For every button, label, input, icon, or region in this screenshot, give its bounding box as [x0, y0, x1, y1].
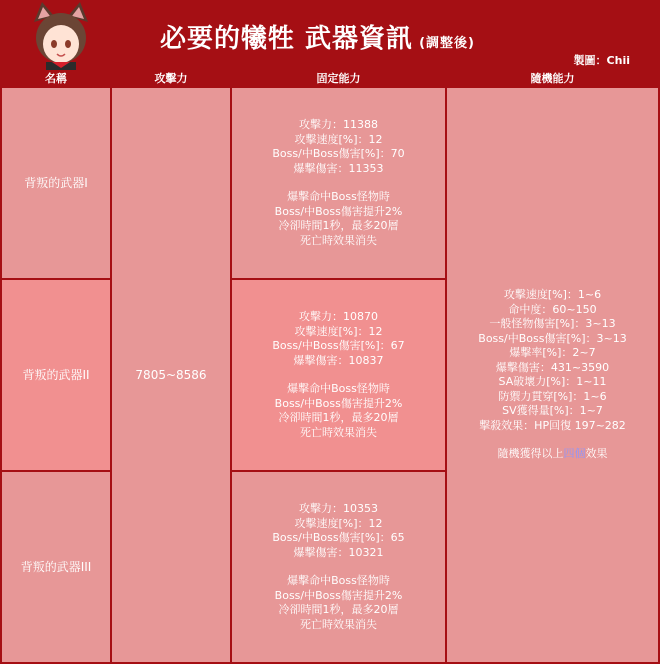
stat-line: 爆擊傷害：11353: [293, 161, 384, 175]
random-ability-cell: [447, 88, 658, 662]
random-note: [478, 447, 626, 462]
random-ability-line: 攻擊速度[%]：1~6: [503, 288, 602, 302]
random-ability-line: 一般怪物傷害[%]：3~13: [489, 317, 616, 331]
effect-line: 死亡時效果消失: [300, 233, 377, 247]
stat-line: 攻擊力：10353: [299, 502, 378, 515]
weapon-name-cell-1: [2, 88, 110, 278]
column-header-attack: 攻擊力: [154, 72, 188, 85]
random-ability-line: 命中度：60~150: [508, 302, 597, 316]
avatar: [28, 2, 94, 70]
effect-line: Boss/中Boss傷害提升2%: [274, 396, 403, 410]
fixed-ability-cell-1: [232, 88, 445, 278]
page-title: [160, 18, 475, 55]
random-ability-line: 防禦力貫穿[%]：1~6: [498, 389, 607, 403]
credit-text: 製圖：Chii: [573, 54, 630, 67]
header: [0, 0, 660, 70]
effect-line: 死亡時效果消失: [300, 617, 377, 631]
weapon-name: 背叛的武器II: [22, 367, 90, 382]
random-ability-line: 爆擊傷害：431~3590: [495, 360, 610, 374]
random-ability-line: 爆擊率[%]：2~7: [509, 346, 596, 360]
column-header-name: 名稱: [45, 72, 67, 85]
stat-line: 攻擊力：11388: [299, 118, 378, 131]
effect-line: 死亡時效果消失: [300, 425, 377, 439]
stat-line: 攻擊力：10870: [299, 310, 378, 323]
stat-line: 爆擊傷害：10321: [293, 545, 384, 559]
random-ability-line: SV獲得量[%]：1~7: [502, 404, 603, 418]
stat-line: 攻擊速度[%]：12: [294, 132, 383, 146]
effect-line: 爆擊命中Boss怪物時: [287, 382, 390, 395]
attack-range-cell: [112, 88, 230, 662]
effect-line: 冷卻時間1秒，最多20層: [278, 411, 399, 424]
weapon-name-cell-2: [2, 280, 110, 470]
random-note-after: 效果: [585, 447, 608, 461]
weapon-name: 背叛的武器I: [24, 175, 88, 190]
random-ability-line: 擊殺效果：HP回復 197~282: [479, 418, 626, 432]
effect-line: 冷卻時間1秒，最多20層: [278, 219, 399, 232]
column-header-fixed: 固定能力: [316, 72, 361, 85]
effect-line: 冷卻時間1秒，最多20層: [278, 603, 399, 616]
attack-range: 7805~8586: [135, 367, 207, 382]
stat-line: Boss/中Boss傷害[%]：65: [272, 531, 405, 544]
effect-line: 爆擊命中Boss怪物時: [287, 190, 390, 203]
title-subtitle: (調整後): [419, 36, 475, 51]
column-header-random: 隨機能力: [530, 72, 575, 85]
stat-line: 爆擊傷害：10837: [293, 353, 384, 367]
effect-line: 爆擊命中Boss怪物時: [287, 574, 390, 587]
stat-line: 攻擊速度[%]：12: [294, 516, 383, 530]
title-text: 必要的犧牲 武器資訊: [160, 24, 414, 54]
random-note-highlight: 四個: [563, 447, 586, 461]
random-ability-line: SA破壞力[%]：1~11: [498, 375, 607, 389]
stat-line: 攻擊速度[%]：12: [294, 324, 383, 338]
stat-line: Boss/中Boss傷害[%]：70: [272, 147, 405, 160]
stat-line: Boss/中Boss傷害[%]：67: [272, 339, 405, 352]
effect-line: Boss/中Boss傷害提升2%: [274, 204, 403, 218]
random-ability-line: Boss/中Boss傷害[%]：3~13: [478, 331, 627, 345]
weapon-name: 背叛的武器III: [20, 559, 92, 574]
fixed-ability-cell-3: [232, 472, 445, 662]
weapon-name-cell-3: [2, 472, 110, 662]
random-note-before: 隨機獲得以上: [497, 447, 564, 461]
effect-line: Boss/中Boss傷害提升2%: [274, 588, 403, 602]
fixed-ability-cell-2: [232, 280, 445, 470]
